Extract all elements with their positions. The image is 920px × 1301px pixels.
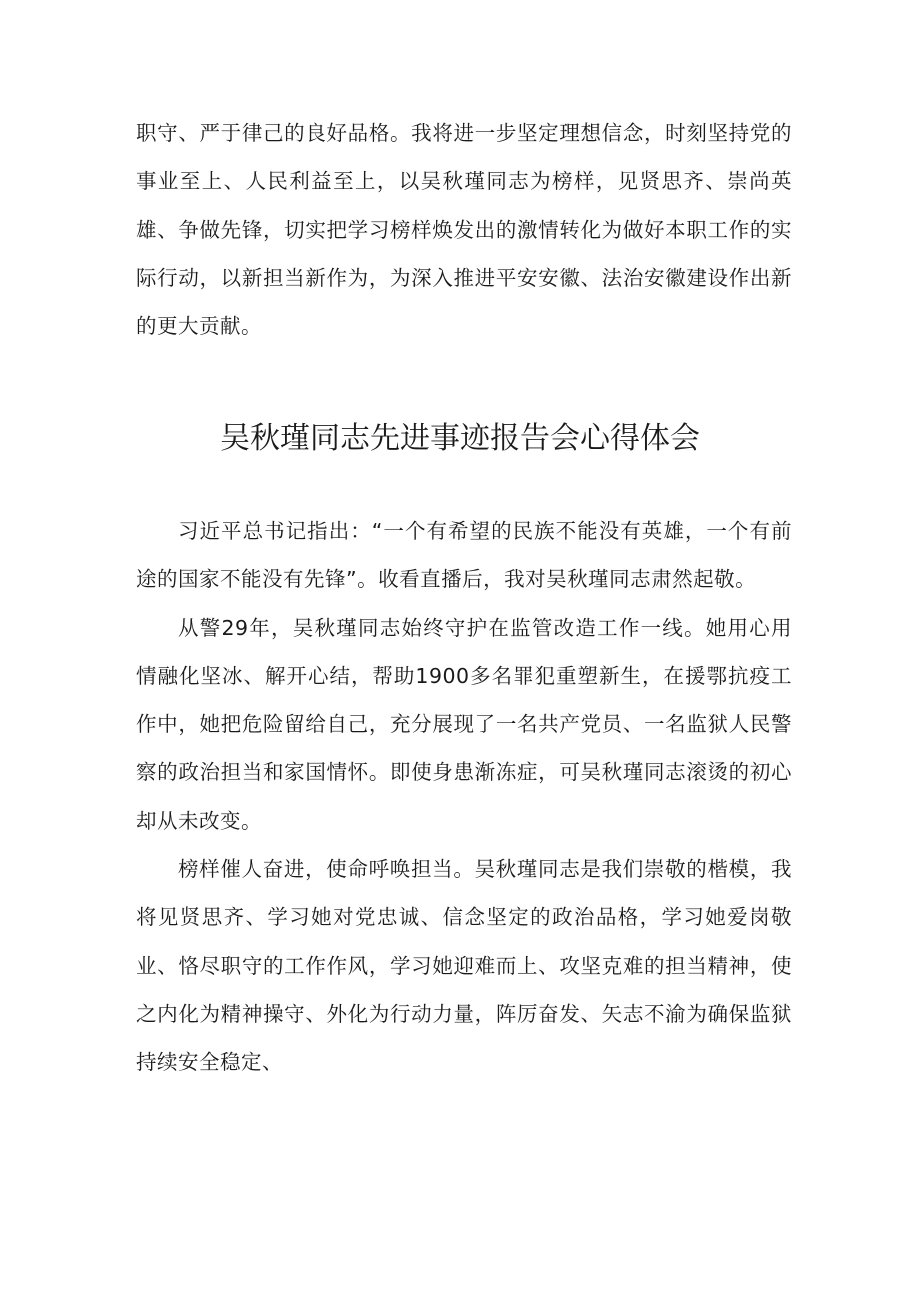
paragraph-3: 榜样催人奋进，使命呼唤担当。吴秋瑾同志是我们崇敬的楷模，我将见贤思齐、学习她对党忠诚、信念坚定的政治品格，学习她爱岗敬业、恪尽职守的工作作风，学习她迎难而上、攻坚克难的担当精神，使之内化为精神操守、外化为行动力量，阵厉奋发、矢志不渝为确保监狱持续安全稳定、 (136, 857, 792, 1075)
paragraph-2: 从警29年，吴秋瑾同志始终守护在监管改造工作一线。她用心用情融化坚冰、解开心结，帮助1900多名罪犯重塑新生，在援鄂抗疫工作中，她把危险留给自己，充分展现了一名共产党员、一名监狱人民警察的政治担当和家国情怀。即使身患渐冻症，可吴秋瑾同志滚烫的初心却从未改变。 (136, 615, 792, 833)
document-title: 吴秋瑾同志先进事迹报告会心得体会 (220, 421, 700, 456)
article-body (136, 507, 792, 1087)
paragraph-1: 习近平总书记指出：“一个有希望的民族不能没有英雄，一个有前途的国家不能没有先锋”。收看直播后，我对吴秋瑾同志肃然起敬。 (136, 519, 792, 592)
continued-paragraph: 职守、严于律己的良好品格。我将进一步坚定理想信念，时刻坚持党的事业至上、人民利益至上，以吴秋瑾同志为榜样，见贤思齐、崇尚英雄、争做先锋，切实把学习榜样焕发出的激情转化为做好本职工作的实际行动，以新担当新作为，为深入推进平安安徽、法治安徽建设作出新的更大贡献。 (136, 121, 792, 339)
continued-paragraph-block (136, 109, 792, 350)
